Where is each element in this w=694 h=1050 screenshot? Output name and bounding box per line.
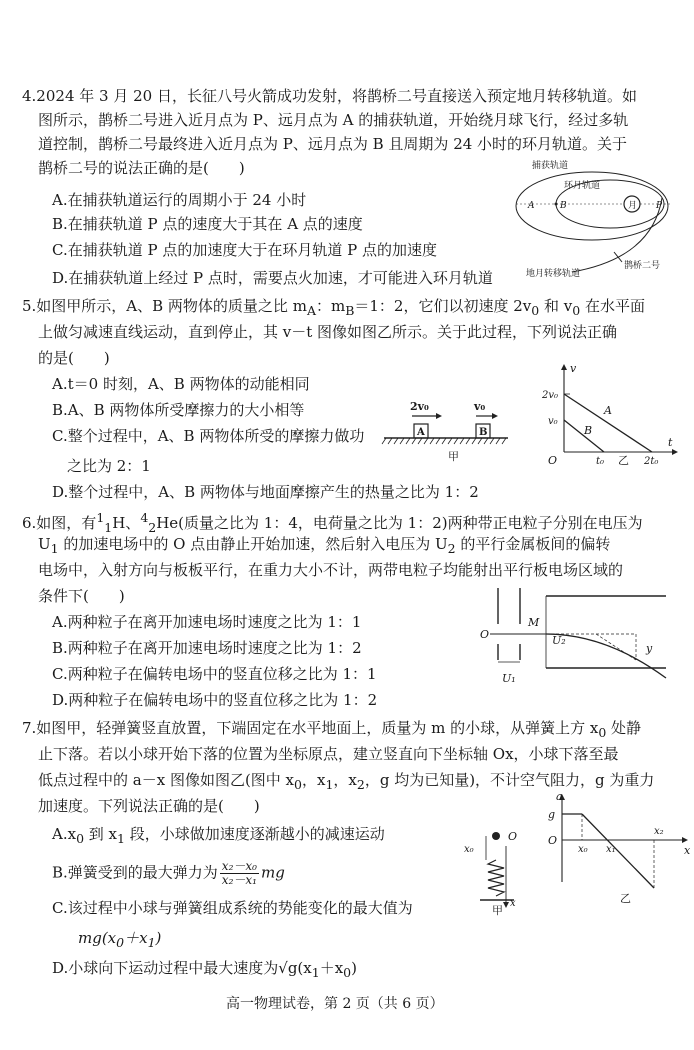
tick-v0-label: v₀ [548,416,558,427]
tick-x0-label: x₀ [578,844,588,855]
y-label: y [646,642,653,655]
q5-option-d: D.整个过程中，A、B 两物体与地面摩擦产生的热量之比为 1：2 [52,483,479,501]
origin-label: O [480,628,490,641]
u1-label: U₁ [502,672,516,685]
speed-b-arrowhead [492,413,498,419]
q7-option-b-prefix: B.弹簧受到的最大弹力为 [52,863,218,882]
tick-g-label: g [548,808,556,821]
q7-option-b-numerator: x₂－x₀ [221,859,257,873]
x-axis-label: x [684,844,691,857]
point-b-dot [555,203,558,206]
q7-option-b-suffix: mg [260,863,285,882]
exit-direction-line [596,634,636,660]
block-a-label: A [417,427,425,438]
q7-ax-graph [542,792,690,904]
q6-deflection-figure [476,582,672,688]
q4-option-c: C.在捕获轨道 P 点的加速度大于在环月轨道 P 点的加速度 [52,241,437,259]
page-footer: 高一物理试卷，第 2 页（共 6 页） [226,996,444,1012]
spring-o-label: O [508,830,518,843]
caption-yi: 乙 [618,454,629,467]
tick-t0-label: t₀ [596,456,605,467]
q5-line-2: 上做匀减速直线运动，直到停止，其 v－t 图像如图乙所示。关于此过程，下列说法正确 [38,323,618,341]
a-decreasing-segment [582,814,654,888]
q6-line-1: 6.如图，有$^1_1$H、$^4_2$He(质量之比为 1：4，电荷量之比为 1：2)两种带正电粒子分别在电压为 [22,510,643,535]
q7-option-b-denominator: x₂－x₁ [221,873,257,887]
q5-line-3: 的是( ) [38,349,110,367]
q4-orbit-figure [512,158,682,278]
a-axis-label: a [556,790,563,803]
q5-option-c-cont: 之比为 2：1 [52,457,151,475]
spring-icon [488,860,504,896]
q7-option-a: $A.x_0$ 到 $x_1$ 段，小球做加速度逐渐越小的减速运动 [52,825,385,846]
tick-x1-label: x₁ [606,844,616,855]
q7-line-4: 加速度。下列说法正确的是( ) [38,797,260,815]
q7-option-c-cont: $mg(x_0+x_1)$ [78,929,162,950]
q7-option-b-fraction [220,860,259,887]
q6-option-d: D.两种粒子在偏转电场中的竖直位移之比为 1：2 [52,691,378,709]
spring-x-label: x [510,898,516,909]
speed-b-label: v₀ [474,400,486,413]
tick-x2-label: x₂ [654,826,664,837]
v-axis-label: v [570,362,577,375]
tick-2t0-label: 2t₀ [644,456,659,467]
q6-line-3: 电场中，入射方向与板板平行，在重力大小不计，两带电粒子均能射出平行板电场区域的 [38,561,624,579]
q4-option-b: B.在捕获轨道 P 点的速度大于其在 A 点的速度 [52,215,363,233]
q5-line-1: 5.如图甲所示，A、B 两物体的质量之比 $m_A$：$m_B=1$：2，它们以初速度 $2v_0$ 和 $v_0$ 在水平面 [22,297,645,318]
q7-line-3: 低点过程中的 a－x 图像如图乙(图中 $x_0$，$x_1$，$x_2$，g 均为已知量)，不计空气阻力，g 为重力 [38,771,655,792]
origin-label: O [548,454,558,467]
satellite-label: 鹊桥二号 [624,261,661,271]
q7-line-2: 止下落。若以小球开始下落的位置为坐标原点，建立竖直向下坐标轴 Ox，小球下落至最 [38,745,619,763]
q4-option-a: A.在捕获轨道运行的周期小于 24 小时 [52,191,307,209]
origin-label: O [548,834,558,847]
spring-x0-label: x₀ [464,844,474,855]
q6-line-4: 条件下( ) [38,587,125,605]
q4-line-1: 4.2024 年 3 月 20 日，长征八号火箭成功发射，将鹊桥二号直接送入预定地月转移轨道。如 [22,87,637,105]
q7-option-b [52,860,285,887]
speed-a-label: 2v₀ [410,400,429,413]
ball-icon [492,832,500,840]
q6-option-a: A.两种粒子在离开加速电场时速度之比为 1：1 [52,613,362,631]
q6-line-2: $U_1$ 的加速电场中的 O 点由静止开始加速，然后射入电压为 $U_2$ 的平行金属板间的偏转 [38,535,611,556]
ax-caption-yi: 乙 [620,892,631,905]
satellite-pointer [614,252,622,262]
point-m-label: M [528,616,540,629]
t-axis-arrowhead [672,449,678,455]
point-a-label: A [528,201,535,211]
q7-option-c: C.该过程中小球与弹簧组成系统的势能变化的最大值为 [52,899,413,917]
q6-option-b: B.两种粒子在离开加速电场时速度之比为 1：2 [52,639,362,657]
spring-caption-jia: 甲 [492,904,503,917]
q4-line-4: 鹊桥二号的说法正确的是( ) [38,159,245,177]
series-b-label: B [584,424,593,437]
caption-jia: 甲 [448,450,459,463]
q7-option-d: D.小球向下运动过程中最大速度为$√g(x_1+x_0)$ [52,959,357,980]
series-a-line [564,394,652,452]
series-a-label: A [604,404,612,417]
v-axis-arrowhead [561,364,567,370]
q5-option-a: A.t＝0 时刻，A、B 两物体的动能相同 [52,375,310,393]
q5-blocks-figure [380,400,510,472]
t-axis-label: t [668,436,673,449]
q6-option-c: C.两种粒子在偏转电场中的竖直位移之比为 1：1 [52,665,377,683]
x-axis-arrowhead [682,837,688,843]
spring-x-arrowhead [503,902,509,908]
q5-option-b: B.A、B 两物体所受摩擦力的大小相等 [52,401,305,419]
lunar-orbit-label: 环月轨道 [564,181,601,191]
q4-line-2: 图所示，鹊桥二号进入近月点为 P、远月点为 A 的捕获轨道，开始绕月球飞行，经过多轨 [38,111,629,129]
q7-line-1: 7.如图甲，轻弹簧竖直放置，下端固定在水平地面上，质量为 m 的小球，从弹簧上方 $x_0$ 处静 [22,719,642,740]
capture-orbit-label: 捕获轨道 [532,161,569,171]
block-b-label: B [479,427,488,438]
q7-spring-figure [452,826,522,916]
q4-line-3: 道控制，鹊桥二号最终进入近月点为 P、远月点为 B 且周期为 24 小时的环月轨道。关于 [38,135,628,153]
u2-label: U₂ [552,634,566,647]
transfer-orbit-label: 地月转移轨道 [526,269,581,279]
speed-a-arrowhead [436,413,442,419]
point-b-label: B [560,201,567,211]
ground-hatching [382,438,506,444]
q5-vt-graph [540,364,680,468]
point-p-label: P [656,201,663,211]
tick-2v0-label: 2v₀ [542,390,559,401]
q5-option-c: C.整个过程中，A、B 两物体所受的摩擦力做功 [52,427,365,445]
q4-option-d: D.在捕获轨道上经过 P 点时，需要点火加速，才可能进入环月轨道 [52,269,493,287]
moon-label: 月 [628,201,638,211]
